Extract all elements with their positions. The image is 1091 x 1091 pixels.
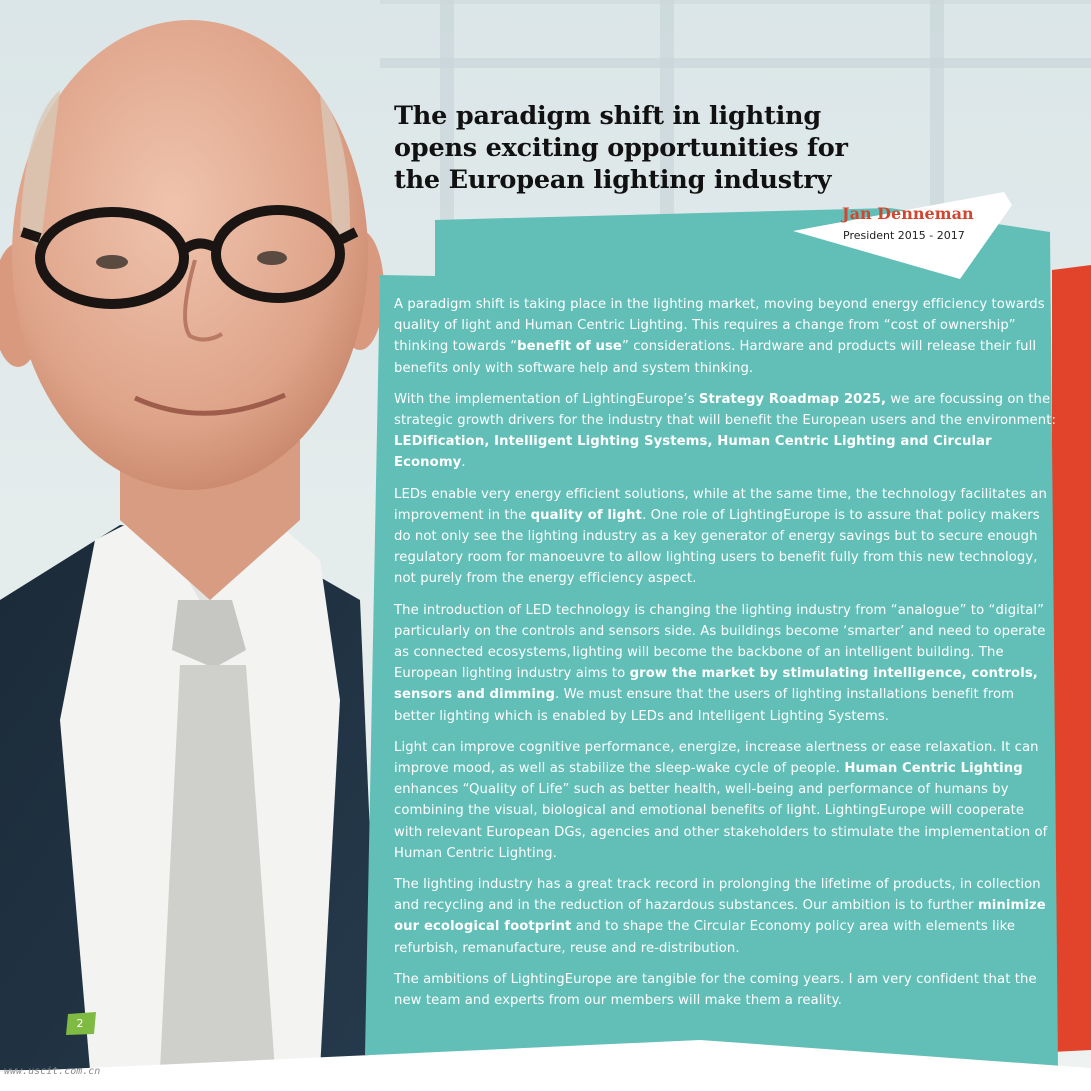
- emphasis-text: Strategy Roadmap 2025,: [698, 391, 887, 407]
- watermark-text: www.uscit.com.cn: [4, 1066, 101, 1077]
- body-text-run: The lighting industry has a great track record in prolonging the lifetime of products, in collection and recycling and in the reduction of hazardous substances. Our ambition is to further: [394, 877, 1041, 914]
- accent-red-strip: [1052, 265, 1091, 1052]
- body-text-run: Light can improve cognitive performance, energize, increase alertness or ease relaxation. It can improve mood, as well as stabilize the sleep-wake cycle of people.: [394, 739, 1039, 777]
- paragraph-paradigm-shift: [394, 294, 1056, 379]
- paragraph-human-centric: [394, 737, 1056, 864]
- page-number: 2: [76, 1017, 84, 1030]
- emphasis-text: Human Centric Lighting: [844, 761, 1023, 777]
- body-text-run: A paradigm shift is taking place in the lighting market, moving beyond energy efficiency towards quality of light and Human Centric Lighting. This requires a change from “cost of ownership” thinking towards “: [394, 297, 1045, 355]
- body-text-run: enhances “Quality of Life” such as better health, well-being and performance of humans by combining the visual, biological and emotional benefits of light. LightingEurope will cooperate with relevant European DGs, agencies and other stakeholders to stimulate the implementation of Human Centric Lighting.: [394, 782, 1048, 861]
- body-text-run: we are focussing on the strategic growth drivers for the industry that will benefit the European users and the environment:: [394, 391, 1057, 429]
- page-title: The paradigm shift in lighting opens exciting opportunities for the European lighting industry: [394, 101, 848, 195]
- author-role: President 2015 - 2017: [843, 229, 965, 242]
- author-name: Jan Denneman: [842, 204, 974, 223]
- paragraph-circular-economy: [394, 874, 1056, 959]
- body-text-run: . We must ensure that the users of lighting installations benefit from better lighting which is enabled by LEDs and Intelligent Lighting Systems.: [394, 687, 1015, 724]
- body-text-run: The ambitions of LightingEurope are tangible for the coming years. I am very confident that the new team and experts from our members will make them a reality.: [394, 971, 1037, 1009]
- emphasis-text: minimize our ecological footprint: [394, 898, 1046, 935]
- paragraph-led-technology: [394, 600, 1056, 727]
- body-text-run: ” considerations. Hardware and products will release their full benefits only with software help and system thinking.: [394, 339, 1037, 376]
- body-text-run: The introduction of LED technology is changing the lighting industry from “analogue” to “digital” particularly on the controls and sensors side. As buildings become ‘smarter’ and need to operate as connected ecosystems, lighting will become the backbone of an intelligent building. The European lighting industry aims to: [394, 602, 1046, 682]
- paragraph-ambitions: [394, 969, 1056, 1011]
- body-text-run: .: [461, 455, 466, 471]
- article-body: [394, 294, 1056, 1021]
- emphasis-text: grow the market by stimulating intelligence, controls, sensors and dimming: [394, 666, 1038, 703]
- body-text-run: . One role of LightingEurope is to assure that policy makers do not only see the lighting industry as a key generator of energy savings but to secure enough regulatory room for manoeuvre to allow lighting users to benefit fully from this new technology, not purely from the energy efficiency aspect.: [394, 507, 1040, 587]
- paragraph-leds: [394, 484, 1056, 590]
- emphasis-text: LEDification, Intelligent Lighting Systems, Human Centric Lighting and Circular Economy: [394, 434, 992, 471]
- emphasis-text: quality of light: [530, 507, 643, 523]
- body-text-run: With the implementation of LightingEurope’s: [394, 391, 699, 407]
- emphasis-text: benefit of use: [517, 339, 622, 355]
- body-text-run: and to shape the Circular Economy policy area with elements like refurbish, remanufacture, reuse and re-distribution.: [394, 919, 1016, 956]
- body-text-run: LEDs enable very energy efficient solutions, while at the same time, the technology facilitates an improvement in the: [394, 486, 1047, 523]
- paragraph-strategy-roadmap: [394, 389, 1056, 474]
